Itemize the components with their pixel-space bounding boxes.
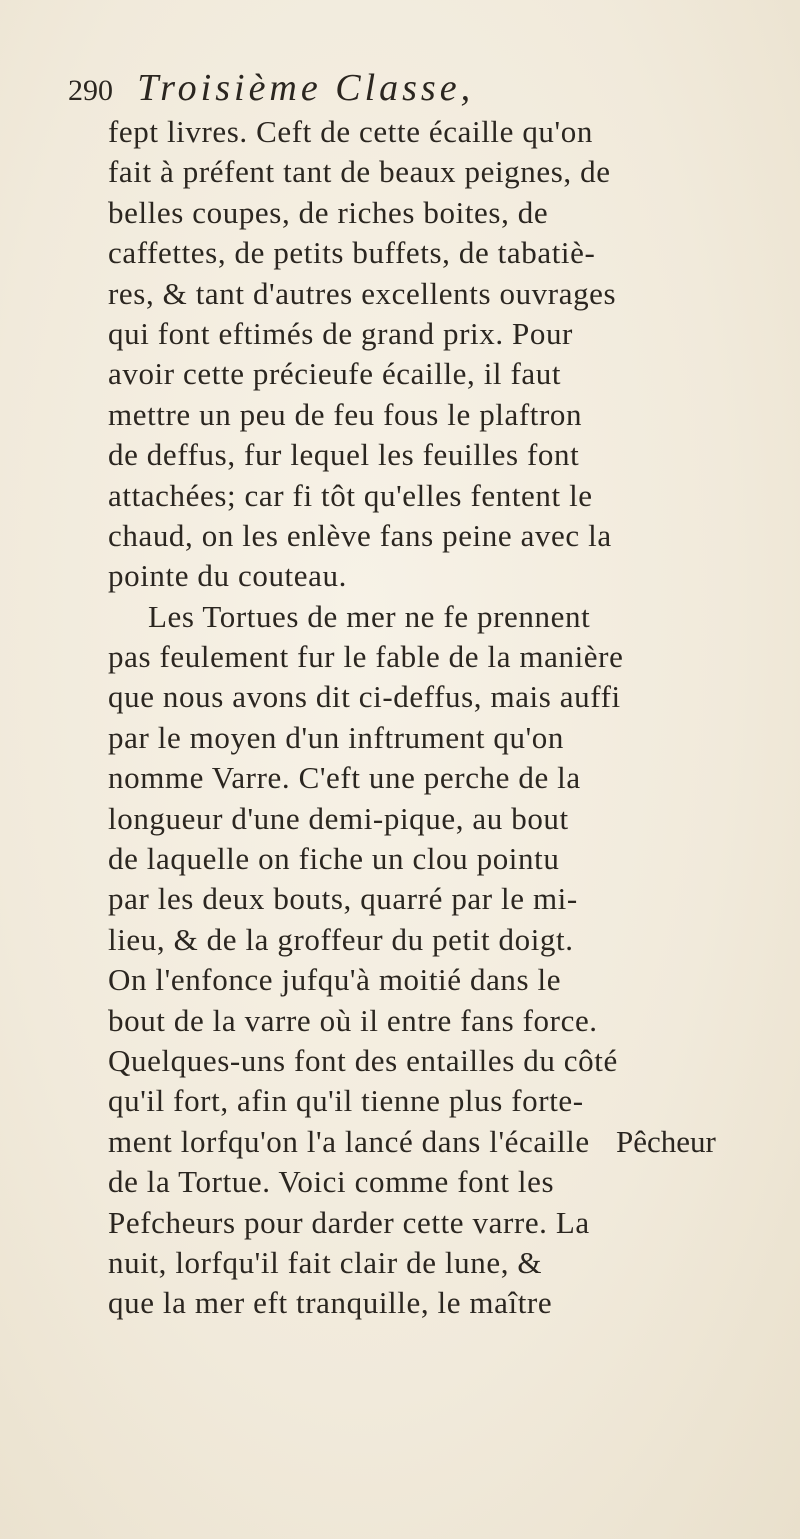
text-line: chaud, on les enlève fans peine avec la (108, 517, 612, 553)
text-line: caffettes, de petits buffets, de tabatiè- (108, 235, 596, 271)
text-line: Pefcheurs pour darder cette varre. La (108, 1204, 590, 1240)
text-line: On l'enfonce jufqu'à moitié dans le (108, 962, 562, 998)
text-line: par les deux bouts, quarré par le mi- (108, 881, 578, 917)
text-line: de laquelle on fiche un clou pointu (108, 841, 560, 877)
running-head: Troisième Classe, (137, 67, 475, 109)
paragraph-2 (108, 597, 768, 1324)
text-line: fait à préfent tant de beaux peignes, de (108, 154, 611, 190)
text-line: bout de la varre où il entre fans force. (108, 1002, 598, 1038)
text-line: avoir cette précieufe écaille, il faut (108, 356, 562, 392)
text-line: attachées; car fi tôt qu'elles fentent le (108, 477, 593, 513)
page-header (68, 62, 768, 114)
text-line: pointe du couteau. (108, 558, 347, 594)
text-line: Quelques-uns font des entailles du côté (108, 1042, 618, 1078)
text-line: mettre un peu de feu fous le plaftron (108, 396, 583, 432)
paragraph-1 (108, 112, 768, 597)
text-line: qu'il fort, afin qu'il tienne plus forte- (108, 1083, 584, 1119)
text-line: nomme Varre. C'eft une perche de la (108, 760, 581, 796)
text-line: de deffus, fur lequel les feuilles font (108, 437, 580, 473)
catchword: Pêcheur (616, 1124, 716, 1159)
text-line: longueur d'une demi-pique, au bout (108, 800, 569, 836)
text-line: nuit, lorfqu'il fait clair de lune, & (108, 1244, 543, 1280)
text-line: fept livres. Ceft de cette écaille qu'on (108, 114, 593, 149)
text-line: qui font eftimés de grand prix. Pour (108, 315, 573, 351)
text-line: res, & tant d'autres excellents ouvrages (108, 275, 617, 311)
text-line: que nous avons dit ci-deffus, mais auffi (108, 679, 621, 715)
text-line: par le moyen d'un inftrument qu'on (108, 719, 565, 755)
text-line: pas feulement fur le fable de la manière (108, 639, 624, 675)
text-line: Les Tortues de mer ne fe prennent (148, 598, 591, 634)
text-line: ment lorfqu'on l'a lancé dans l'écaille (108, 1123, 590, 1159)
text-line: que la mer eft tranquille, le maître (108, 1285, 553, 1321)
text-line: de la Tortue. Voici comme font les (108, 1164, 555, 1200)
text-line: belles coupes, de riches boites, de (108, 194, 549, 230)
text-line: lieu, & de la groffeur du petit doigt. (108, 921, 574, 957)
page-number: 290 (68, 74, 113, 107)
